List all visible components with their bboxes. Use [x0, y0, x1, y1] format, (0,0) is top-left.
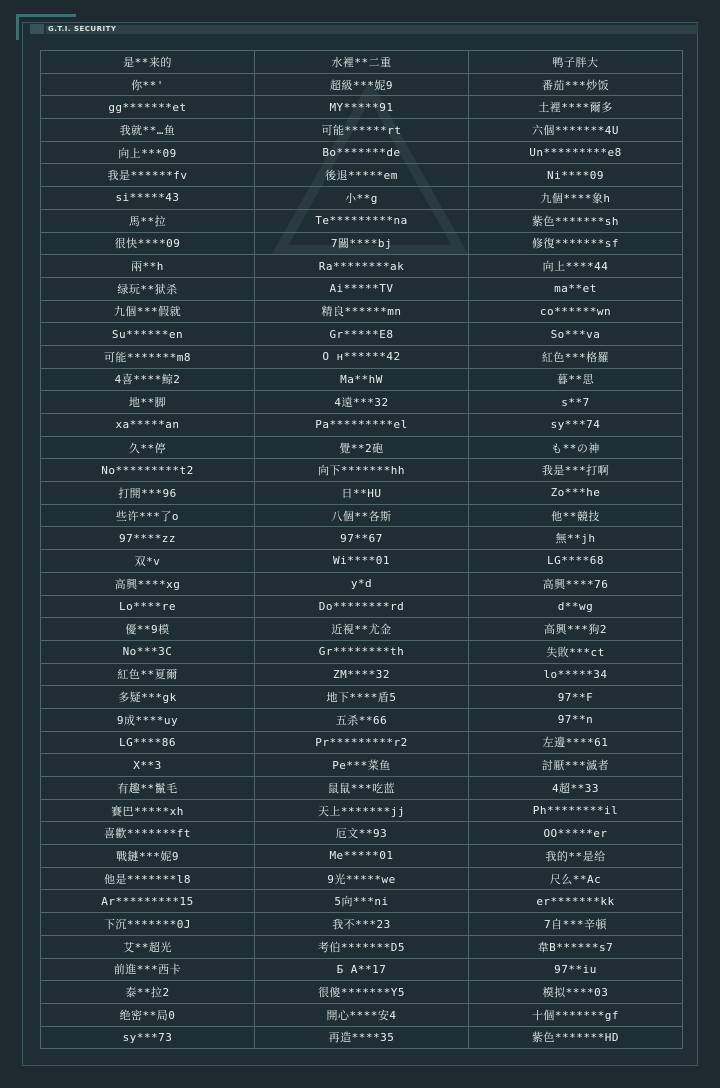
table-row: [41, 391, 683, 414]
table-cell: No***3C: [41, 640, 255, 663]
table-cell: 紅色***格羅: [469, 345, 683, 368]
table-cell: 97**n: [469, 708, 683, 731]
table-cell: Bo*******de: [255, 141, 469, 164]
table-row: [41, 799, 683, 822]
table-cell: 打開***96: [41, 482, 255, 505]
table-row: [41, 595, 683, 618]
table-cell: 4超**33: [469, 777, 683, 800]
table-cell: 我不***23: [255, 913, 469, 936]
table-cell: Ar*********15: [41, 890, 255, 913]
table-row: [41, 119, 683, 142]
table-cell: Ra********ak: [255, 255, 469, 278]
table-cell: 六個*******4U: [469, 119, 683, 142]
table-cell: Gr*****E8: [255, 323, 469, 346]
table-cell: 7自***辛頓: [469, 913, 683, 936]
table-cell: 天上*******jj: [255, 799, 469, 822]
table-cell: 高興****xg: [41, 572, 255, 595]
table-row: [41, 754, 683, 777]
table-cell: 鸭子胖大: [469, 51, 683, 74]
table-cell: OO*****er: [469, 822, 683, 845]
table-cell: 水裡**二重: [255, 51, 469, 74]
table-cell: 艾**超光: [41, 935, 255, 958]
table-cell: X**3: [41, 754, 255, 777]
table-row: [41, 527, 683, 550]
header-tab: [30, 24, 44, 34]
table-row: [41, 300, 683, 323]
table-cell: 你**': [41, 73, 255, 96]
table-cell: 有趣**鬣毛: [41, 777, 255, 800]
table-cell: 向下*******hh: [255, 459, 469, 482]
table-cell: Un*********e8: [469, 141, 683, 164]
table-row: [41, 73, 683, 96]
table-cell: So***va: [469, 323, 683, 346]
table-cell: 5向***ni: [255, 890, 469, 913]
table-row: [41, 482, 683, 505]
table-cell: 我的**是给: [469, 845, 683, 868]
name-table-container: [40, 50, 683, 1049]
table-row: [41, 232, 683, 255]
table-cell: 覺**2砲: [255, 436, 469, 459]
table-cell: ma**et: [469, 277, 683, 300]
table-cell: LG****86: [41, 731, 255, 754]
table-cell: y*d: [255, 572, 469, 595]
table-cell: 十個*******gf: [469, 1003, 683, 1026]
table-cell: 小**g: [255, 187, 469, 210]
table-cell: 97**iu: [469, 958, 683, 981]
table-row: [41, 550, 683, 573]
table-cell: 绿玩**狱杀: [41, 277, 255, 300]
table-row: [41, 459, 683, 482]
table-cell: 泰**拉2: [41, 981, 255, 1004]
table-cell: Do********rd: [255, 595, 469, 618]
table-cell: 97**F: [469, 686, 683, 709]
table-cell: 很傻*******Y5: [255, 981, 469, 1004]
table-cell: 绝密**局0: [41, 1003, 255, 1026]
table-row: [41, 822, 683, 845]
table-cell: 無**jh: [469, 527, 683, 550]
table-cell: LG****68: [469, 550, 683, 573]
table-cell: 我是******fv: [41, 164, 255, 187]
table-cell: 考伯*******D5: [255, 935, 469, 958]
table-cell: Me*****01: [255, 845, 469, 868]
table-cell: 喜歡*******ft: [41, 822, 255, 845]
table-row: [41, 504, 683, 527]
table-cell: sy***74: [469, 414, 683, 437]
table-cell: 高興****76: [469, 572, 683, 595]
table-cell: MY*****91: [255, 96, 469, 119]
table-row: [41, 277, 683, 300]
table-cell: No*********t2: [41, 459, 255, 482]
table-cell: 他是*******l8: [41, 867, 255, 890]
table-cell: 模拟****03: [469, 981, 683, 1004]
table-cell: 九個***假就: [41, 300, 255, 323]
table-cell: Su******en: [41, 323, 255, 346]
table-cell: Gr********th: [255, 640, 469, 663]
table-row: [41, 255, 683, 278]
table-cell: 鼠鼠***吃蓝: [255, 777, 469, 800]
table-cell: 近視**尤金: [255, 618, 469, 641]
table-row: [41, 618, 683, 641]
table-cell: 土裡****爾多: [469, 96, 683, 119]
table-cell: 我就**…鱼: [41, 119, 255, 142]
table-cell: xa*****an: [41, 414, 255, 437]
table-cell: 97**67: [255, 527, 469, 550]
table-cell: 日**HU: [255, 482, 469, 505]
table-cell: er*******kk: [469, 890, 683, 913]
table-row: [41, 436, 683, 459]
table-cell: Lo****re: [41, 595, 255, 618]
table-cell: 双*v: [41, 550, 255, 573]
table-cell: Ai*****TV: [255, 277, 469, 300]
table-row: [41, 731, 683, 754]
table-cell: 討厭***滅者: [469, 754, 683, 777]
table-row: [41, 323, 683, 346]
table-cell: 賽巴*****xh: [41, 799, 255, 822]
table-cell: Pa*********el: [255, 414, 469, 437]
table-cell: 再造****35: [255, 1026, 469, 1049]
table-cell: Wi****01: [255, 550, 469, 573]
table-cell: 紫色*******HD: [469, 1026, 683, 1049]
table-row: [41, 187, 683, 210]
table-cell: ZM****32: [255, 663, 469, 686]
table-cell: 修復*******sf: [469, 232, 683, 255]
table-cell: 左邊****61: [469, 731, 683, 754]
table-cell: Pr*********r2: [255, 731, 469, 754]
table-cell: co******wn: [469, 300, 683, 323]
table-cell: 7關****bj: [255, 232, 469, 255]
table-cell: 9成****uy: [41, 708, 255, 731]
table-cell: 他**競技: [469, 504, 683, 527]
table-row: [41, 1026, 683, 1049]
table-row: [41, 890, 683, 913]
corner-accent-vertical: [16, 14, 19, 40]
table-row: [41, 96, 683, 119]
table-row: [41, 141, 683, 164]
table-row: [41, 164, 683, 187]
table-cell: Te*********na: [255, 209, 469, 232]
table-cell: 番茄***炒饭: [469, 73, 683, 96]
table-cell: 可能*******m8: [41, 345, 255, 368]
table-row: [41, 368, 683, 391]
corner-accent: [16, 14, 76, 17]
table-cell: 地下****盾5: [255, 686, 469, 709]
table-cell: 失敗***ct: [469, 640, 683, 663]
table-row: [41, 935, 683, 958]
table-cell: 精良******mn: [255, 300, 469, 323]
table-cell: 向上***09: [41, 141, 255, 164]
table-cell: Б А**17: [255, 958, 469, 981]
table-cell: 97****zz: [41, 527, 255, 550]
table-cell: 前進***西卡: [41, 958, 255, 981]
name-table-body: [41, 51, 683, 1049]
table-cell: d**wg: [469, 595, 683, 618]
table-cell: 向上****44: [469, 255, 683, 278]
table-cell: 開心****安4: [255, 1003, 469, 1026]
table-cell: Ph********il: [469, 799, 683, 822]
table-row: [41, 345, 683, 368]
table-row: [41, 981, 683, 1004]
table-cell: 4喜****鲸2: [41, 368, 255, 391]
table-cell: sy***73: [41, 1026, 255, 1049]
table-cell: 紅色**夏爾: [41, 663, 255, 686]
name-table: [40, 50, 683, 1049]
table-cell: 後退*****em: [255, 164, 469, 187]
table-cell: 地**脚: [41, 391, 255, 414]
table-row: [41, 640, 683, 663]
table-cell: 九個****象h: [469, 187, 683, 210]
table-cell: 我是***打啊: [469, 459, 683, 482]
table-cell: 4遠***32: [255, 391, 469, 414]
table-cell: 很快****09: [41, 232, 255, 255]
table-cell: 馬**拉: [41, 209, 255, 232]
table-row: [41, 867, 683, 890]
table-cell: 多疑***gk: [41, 686, 255, 709]
table-row: [41, 209, 683, 232]
table-cell: Ni****09: [469, 164, 683, 187]
table-cell: Pe***菜鱼: [255, 754, 469, 777]
table-cell: 優**9模: [41, 618, 255, 641]
table-cell: 超級***妮9: [255, 73, 469, 96]
table-cell: 韋B******s7: [469, 935, 683, 958]
table-row: [41, 572, 683, 595]
table-cell: 尺么**Ac: [469, 867, 683, 890]
table-row: [41, 686, 683, 709]
table-cell: 暮**思: [469, 368, 683, 391]
table-row: [41, 777, 683, 800]
table-cell: 厄文**93: [255, 822, 469, 845]
table-row: [41, 1003, 683, 1026]
table-cell: 五杀**66: [255, 708, 469, 731]
table-cell: О н******42: [255, 345, 469, 368]
table-row: [41, 663, 683, 686]
table-cell: 是**来的: [41, 51, 255, 74]
table-cell: 戰鏈***妮9: [41, 845, 255, 868]
table-cell: も**の神: [469, 436, 683, 459]
table-row: [41, 51, 683, 74]
table-row: [41, 708, 683, 731]
table-row: [41, 845, 683, 868]
table-cell: 紫色*******sh: [469, 209, 683, 232]
table-cell: 高興***狗2: [469, 618, 683, 641]
table-row: [41, 414, 683, 437]
header-bar: [46, 25, 698, 34]
table-row: [41, 958, 683, 981]
table-cell: 些许***了o: [41, 504, 255, 527]
table-cell: si*****43: [41, 187, 255, 210]
table-cell: gg*******et: [41, 96, 255, 119]
table-cell: 八個**各斯: [255, 504, 469, 527]
table-cell: lo*****34: [469, 663, 683, 686]
table-cell: s**7: [469, 391, 683, 414]
table-cell: 兩**h: [41, 255, 255, 278]
table-cell: 久**停: [41, 436, 255, 459]
table-cell: 下沉*******0J: [41, 913, 255, 936]
table-cell: Ma**hW: [255, 368, 469, 391]
header-title: G.T.I. SECURITY: [48, 25, 117, 33]
table-cell: 可能******rt: [255, 119, 469, 142]
table-cell: 9光*****we: [255, 867, 469, 890]
table-row: [41, 913, 683, 936]
table-cell: Zo***he: [469, 482, 683, 505]
